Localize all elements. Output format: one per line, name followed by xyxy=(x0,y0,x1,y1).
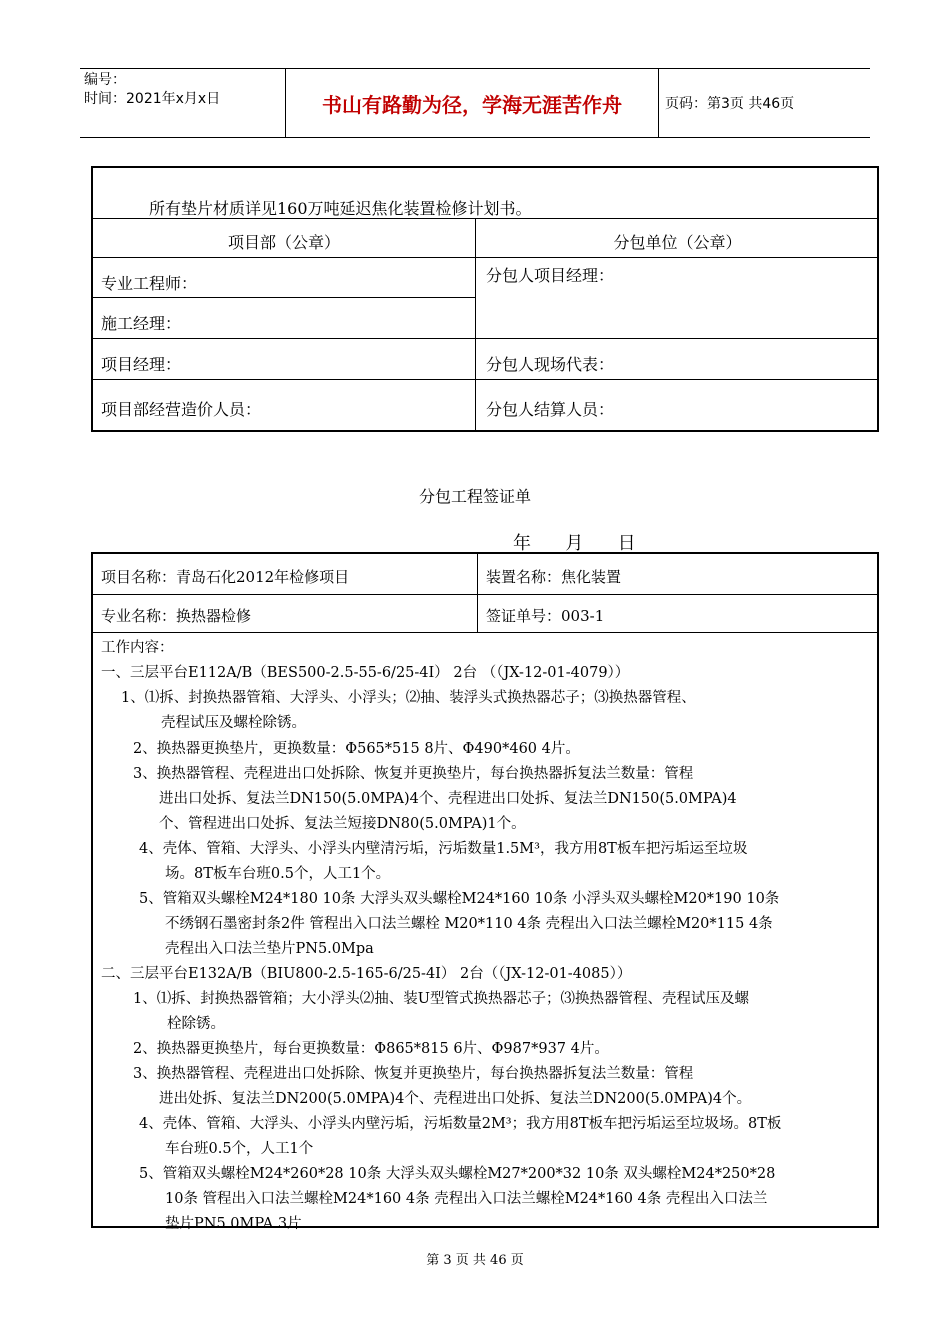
content-line: 进出口处拆、复法兰DN150(5.0MPA)4个、壳程进出口处拆、复法兰DN150(5.0MPA)4 xyxy=(159,791,737,807)
code-label: 编号： xyxy=(84,72,126,88)
content-line: 车台班0.5个，人工1个 xyxy=(165,1141,314,1157)
content-line: 场。8T板车台班0.5个，人工1个。 xyxy=(165,866,391,882)
device-name: 装置名称：焦化装置 xyxy=(486,568,622,586)
motto: 书山有路勤为径，学海无涯苦作舟 xyxy=(285,69,659,137)
content-line: 3、换热器管程、壳程进出口处拆除、恢复并更换垫片，每台换热器拆复法兰数量：管程 xyxy=(133,766,694,782)
visa-number: 签证单号：003-1 xyxy=(486,607,605,625)
content-line: 个、管程进出口处拆、复法兰短接DN80(5.0MPA)1个。 xyxy=(159,816,526,832)
page-info: 页码：第3页 共46页 xyxy=(665,96,795,112)
content-line: 2、换热器更换垫片，每台更换数量：Φ865*815 6片、Φ987*937 4片。 xyxy=(133,1041,609,1057)
header-meta xyxy=(84,71,280,109)
content-line: 5、管箱双头螺栓M24*180 10条 大浮头双头螺栓M24*160 10条 小浮头双头螺栓M20*190 10条 xyxy=(139,891,780,907)
content-line: 不绣钢石墨密封条2件 管程出入口法兰螺栓 M20*110 4条 壳程出入口法兰螺栓M20*115 4条 xyxy=(165,916,773,932)
date-line: 年 月 日 xyxy=(513,533,636,554)
page-footer: 第 3 页 共 46 页 xyxy=(426,1253,524,1268)
content-line: 一、三层平台E112A/B（BES500-2.5-55-6/25-4Ⅰ） 2台 （（JX-12-01-4079）） xyxy=(101,665,630,681)
content-line: 垫片PN5.0MPA 3片 xyxy=(165,1216,302,1232)
project-dept-header: 项目部（公章） xyxy=(227,233,340,252)
subcontractor-header: 分包单位（公章） xyxy=(613,233,742,252)
content-line: 3、换热器管程、壳程进出口处拆除、恢复并更换垫片，每台换热器拆复法兰数量：管程 xyxy=(133,1066,694,1082)
content-line: 10条 管程出入口法兰螺栓M24*160 4条 壳程出入口法兰螺栓M24*160 4条 壳程出入口法兰 xyxy=(165,1191,768,1207)
content-line: 1、⑴拆、封换热器管箱、大浮头、小浮头；⑵抽、装浮头式换热器芯子；⑶换热器管程、 xyxy=(121,690,696,706)
content-line: 工作内容： xyxy=(101,640,174,656)
page-header xyxy=(80,68,870,138)
project-name: 项目名称：青岛石化2012年检修项目 xyxy=(101,568,350,586)
engineer-field: 专业工程师： xyxy=(101,274,198,293)
content-line: 1、⑴拆、封换热器管箱；大小浮头⑵抽、装U型管式换热器芯子；⑶换热器管程、壳程试压及螺 xyxy=(133,991,749,1007)
content-line: 壳程出入口法兰垫片PN5.0Mpa xyxy=(165,941,374,957)
content-line: 壳程试压及螺栓除锈。 xyxy=(161,715,306,731)
project-manager-field: 项目经理： xyxy=(101,355,182,374)
visa-table xyxy=(91,552,879,1232)
construction-manager-field: 施工经理： xyxy=(101,314,182,333)
signature-table xyxy=(91,166,879,432)
content-line: 4、壳体、管箱、大浮头、小浮头内壁污垢，污垢数量2M³；我方用8T板车把污垢运至垃圾场。8T板 xyxy=(139,1116,782,1132)
content-line: 4、壳体、管箱、大浮头、小浮头内壁清污垢，污垢数量1.5M³，我方用8T板车把污垢运至垃圾 xyxy=(139,841,748,857)
content-line: 5、管箱双头螺栓M24*260*28 10条 大浮头双头螺栓M27*200*32 10条 双头螺栓M24*250*28 xyxy=(139,1166,776,1182)
content-line: 2、换热器更换垫片，更换数量：Φ565*515 8片、Φ490*460 4片。 xyxy=(133,741,580,757)
content-line: 栓除锈。 xyxy=(167,1016,225,1032)
form-title: 分包工程签证单 xyxy=(418,487,531,506)
sub-settlement-field: 分包人结算人员： xyxy=(486,400,615,419)
sub-site-rep-field: 分包人现场代表： xyxy=(486,355,615,374)
time-label: 时间：2021年x月x日 xyxy=(84,91,221,107)
content-line: 进出处拆、复法兰DN200(5.0MPA)4个、壳程进出口处拆、复法兰DN200(5.0MPA)4个。 xyxy=(159,1091,752,1107)
specialty-name: 专业名称：换热器检修 xyxy=(101,607,252,625)
cost-staff-field: 项目部经营造价人员： xyxy=(101,400,262,419)
material-note: 所有垫片材质详见160万吨延迟焦化装置检修计划书。 xyxy=(149,199,532,218)
content-line: 二、三层平台E132A/B（BIU800-2.5-165-6/25-4Ⅰ） 2台（（JX-12-01-4085）） xyxy=(101,966,632,982)
sub-pm-field: 分包人项目经理： xyxy=(486,266,615,285)
